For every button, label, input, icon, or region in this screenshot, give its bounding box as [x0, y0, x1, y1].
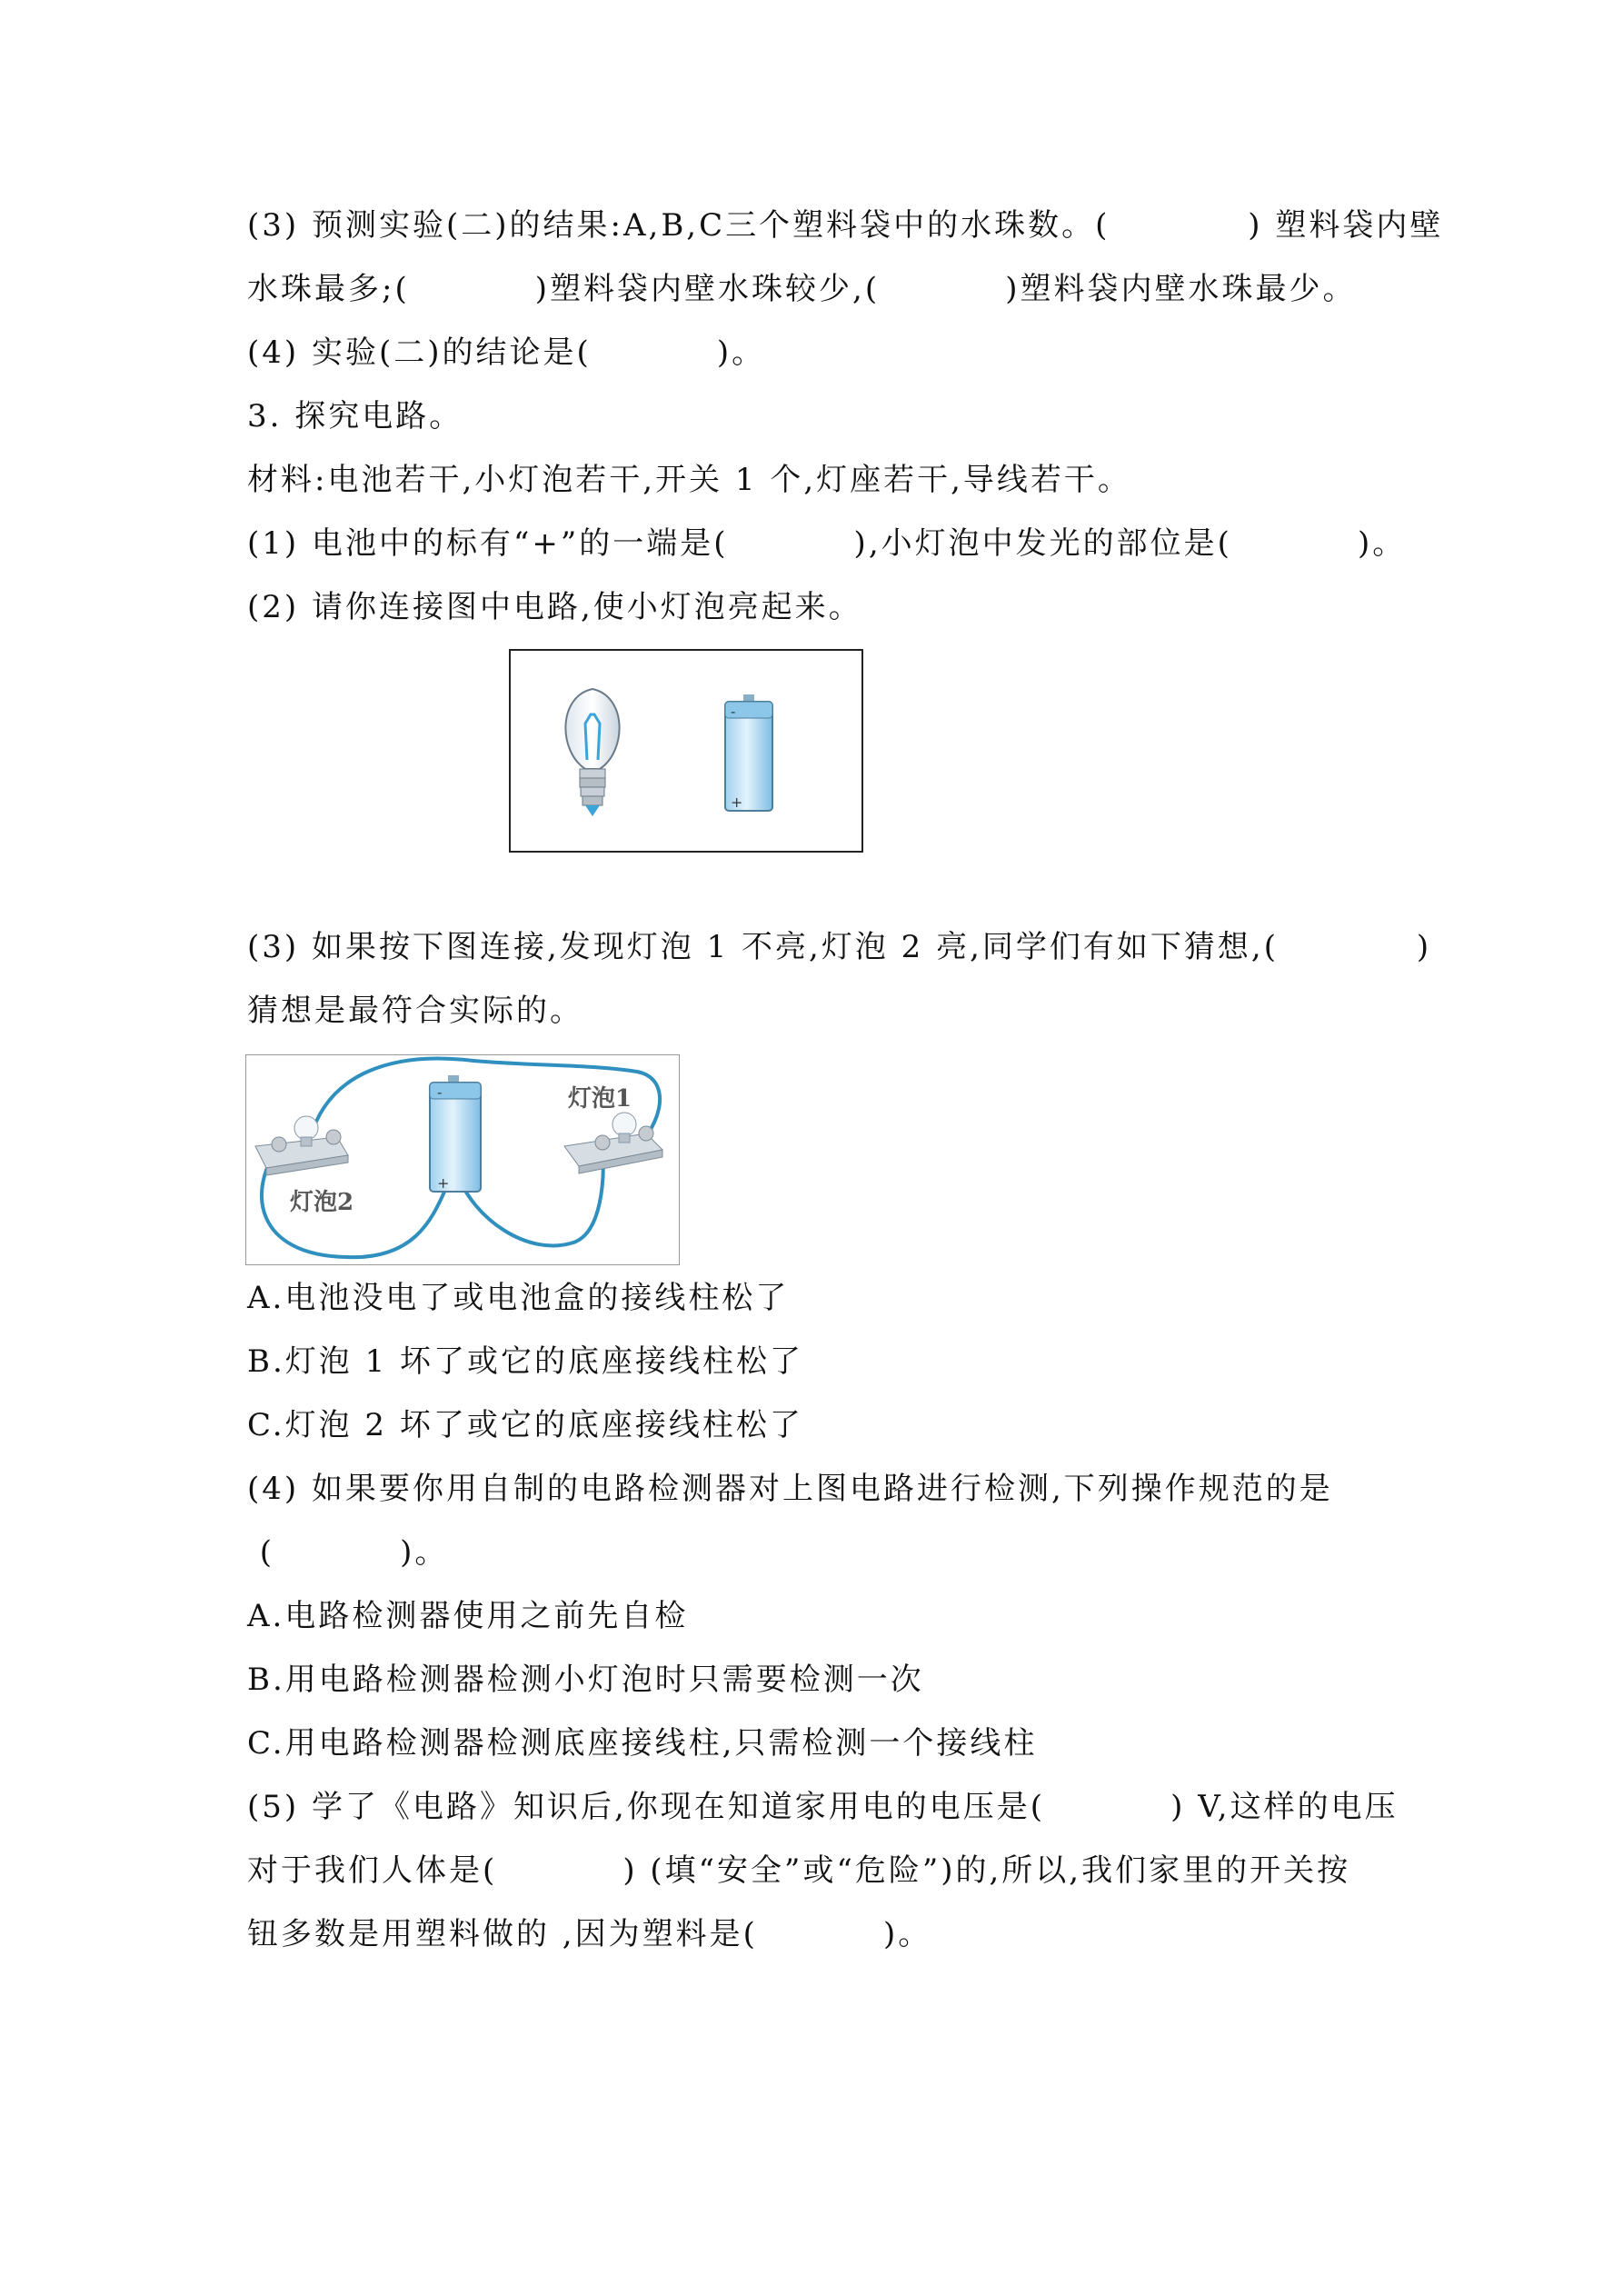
question-4-conclusion: (4) 实验(二)的结论是( )。	[247, 334, 766, 371]
question-3-prediction-cont: 水珠最多;( )塑料袋内壁水珠较少,( )塑料袋内壁水珠最少。	[247, 271, 1357, 307]
section-3-title: 3. 探究电路。	[247, 398, 463, 434]
sub-question-4: (4) 如果要你用自制的电路检测器对上图电路进行检测,下列操作规范的是	[247, 1471, 1333, 1507]
sub-question-5: (5) 学了《电路》知识后,你现在知道家用电的电压是( ) V,这样的电压	[247, 1789, 1399, 1825]
option-3-b: B.灯泡 1 坏了或它的底座接线柱松了	[247, 1343, 804, 1380]
bulb-2-base	[255, 1116, 348, 1175]
sub-question-1: (1) 电池中的标有“+”的一端是( ),小灯泡中发光的部位是( )。	[247, 525, 1407, 562]
battery-2-plus-label: +	[437, 1174, 450, 1192]
option-3-c: C.灯泡 2 坏了或它的底座接线柱松了	[247, 1407, 803, 1443]
bulb-1-base	[564, 1113, 662, 1173]
battery-2-minus-label: -	[437, 1083, 443, 1101]
battery-icon	[725, 694, 772, 811]
battery-icon-2	[430, 1075, 481, 1192]
battery-plus-label: +	[731, 794, 743, 811]
option-4-b: B.用电路检测器检测小灯泡时只需要检测一次	[247, 1662, 924, 1698]
sub-question-4-blank: ( )。	[247, 1534, 449, 1571]
sub-question-3: (3) 如果按下图连接,发现灯泡 1 不亮,灯泡 2 亮,同学们有如下猜想,( )	[247, 929, 1432, 965]
circuit-figure-two-bulbs	[245, 1054, 680, 1265]
light-bulb-icon	[565, 689, 619, 816]
materials-line: 材料:电池若干,小灯泡若干,开关 1 个,灯座若干,导线若干。	[247, 462, 1131, 498]
two-bulb-circuit-drawing	[246, 1055, 677, 1263]
sub-question-3-cont: 猜想是最符合实际的。	[247, 993, 583, 1029]
battery-minus-label: -	[731, 703, 736, 720]
circuit-figure-bulb-battery	[509, 649, 863, 853]
option-3-a: A.电池没电了或电池盒的接线柱松了	[247, 1280, 790, 1316]
bulb-2-label: 灯泡2	[290, 1189, 354, 1216]
option-4-a: A.电路检测器使用之前先自检	[247, 1598, 689, 1634]
sub-question-2: (2) 请你连接图中电路,使小灯泡亮起来。	[247, 589, 862, 625]
sub-question-5-cont: 对于我们人体是( ) (填“安全”或“危险”)的,所以,我们家里的开关按	[247, 1852, 1351, 1889]
bulb-battery-drawing	[511, 651, 861, 851]
option-4-c: C.用电路检测器检测底座接线柱,只需检测一个接线柱	[247, 1725, 1038, 1762]
question-3-prediction: (3) 预测实验(二)的结果:A,B,C三个塑料袋中的水珠数。( ) 塑料袋内壁	[247, 207, 1444, 244]
sub-question-5-end: 钮多数是用塑料做的 ,因为塑料是( )。	[247, 1916, 932, 1952]
bulb-1-label: 灯泡1	[568, 1085, 632, 1113]
